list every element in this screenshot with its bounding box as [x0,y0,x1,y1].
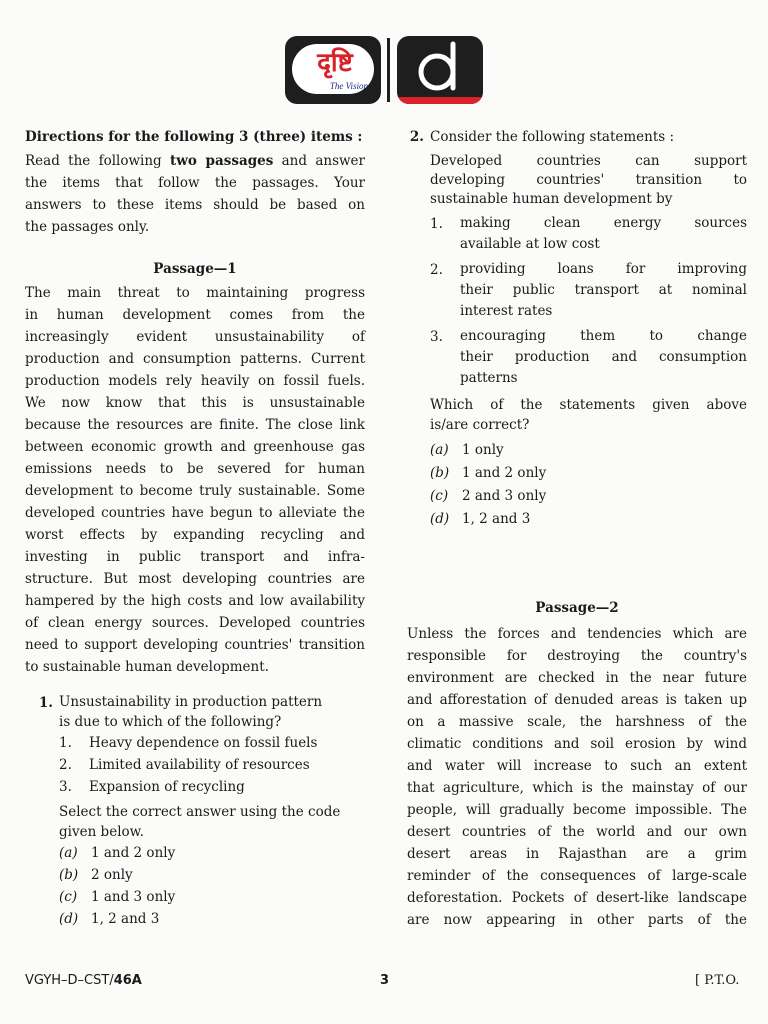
q2-intro-line-1: Developed countries can support [430,153,747,169]
q1-option-b: (b) 2 only [59,867,133,883]
passage-1-body [25,282,365,678]
directions-line-4: the passages only. [25,219,150,235]
q1-instruction-line-1: Select the correct answer using the code [59,804,341,820]
logo-hindi-text: दृष्टि [317,48,353,78]
q2-intro-line-2: developing countries' transition to [430,172,747,188]
q1-option-d: (d) 1, 2 and 3 [59,911,160,927]
passage-1-line: structure. But most developing countries are [25,571,365,587]
q2-statement-3: 3. encouraging them to change their production and consumption patterns [430,328,747,386]
passage-2-block [407,597,747,931]
passage-1-line: because the resources are finite. The close link [25,417,365,433]
q2-intro-line-3: sustainable human development by [430,191,673,207]
q2-option-a: (a) 1 only [430,442,504,458]
q2-statement-1: 1. making clean energy sources available at low cost [430,215,747,252]
passage-1-line: hampered by the high costs and low availability [25,593,365,609]
question-1-number: 1. [38,695,53,711]
passage-2-line: desert countries of the world and our own [407,824,747,840]
q1-instruction-line-2: given below. [59,824,144,840]
q1-statement: 2. Limited availability of resources [59,757,310,773]
passage-1-line: We now know that this is unsustainable [25,395,365,411]
passage-1-line: between economic growth and greenhouse gas [25,439,365,455]
passage-2-line: climatic conditions and soil erosion by wind [407,736,747,752]
passage-1-line: of clean energy sources. Developed countries [25,615,365,631]
directions-line-3: answers to these items should be based on [25,197,365,213]
directions-line-1: Read the following two passages and answer [25,153,365,169]
passage-1-title: Passage—1 [153,261,237,277]
passage-1-line: increasingly evident unsustainability of [25,329,365,345]
q2-statement-2: 2. providing loans for improving their public transport at nominal interest rates [430,261,747,319]
passage-2-line: responsible for destroying the country's [407,648,747,664]
question-2-stem: Consider the following statements : [430,129,675,145]
q2-question-line-2: is/are correct? [430,417,530,433]
passage-1-line: emissions needs to be severed for human [25,461,365,477]
passage-2-line: reminder of the consequences of large-scale [407,868,747,884]
passage-1-line: developed countries have begun to alleviate the [25,505,365,521]
passage-2-body [407,623,747,931]
passage-1-line: worst effects by expanding recycling and [25,527,365,543]
logo-divider [387,38,390,102]
passage-2-line: environment are checked in the near future [407,670,747,686]
page-number: 3 [380,973,390,988]
question-1-stem-line-2: is due to which of the following? [59,714,282,730]
passage-1-line: need to support developing countries' transition [25,637,365,653]
question-2-number: 2. [409,129,424,145]
pto-marker: [ P.T.O. [695,973,740,988]
paper-code: VGYH–D–CST/46A [25,973,142,988]
directions-heading: Directions for the following 3 (three) items : [25,129,363,145]
passage-1-line: production and consumption patterns. Current [25,351,365,367]
passage-1-line: in human development comes from the [25,307,365,323]
drishti-logo [285,36,485,106]
passage-2-line: deforestation. Pockets of desert-like landscape [407,890,747,906]
question-1 [25,692,365,930]
logo-subtitle: The Vision [329,81,368,91]
d-logo-icon [397,36,483,104]
q2-option-d: (d) 1, 2 and 3 [430,511,531,527]
passage-2-title: Passage—2 [535,600,619,616]
passage-2-line: and afforestation of denuded areas is taken up [407,692,747,708]
right-column [400,126,747,531]
directions-line-2: the items that follow the passages. Your [25,175,365,191]
passage-2-line: on a massive scale, the harshness of the [407,714,747,730]
passage-2-line: and water will increase to such an extent [407,758,747,774]
q1-option-c: (c) 1 and 3 only [59,889,176,905]
question-2 [400,126,747,531]
q1-option-a: (a) 1 and 2 only [59,845,176,861]
passage-1-line: The main threat to maintaining progress [25,285,365,301]
q2-question-line-1: Which of the statements given above [430,397,747,413]
passage-1-line: production models rely heavily on fossil fuels. [25,373,365,389]
passage-1-line: development to become truly sustainable. Some [25,483,365,499]
passage-1-line: investing in public transport and infra- [25,549,365,565]
passage-2-line: Unless the forces and tendencies which are [407,626,747,642]
q1-statement: 3. Expansion of recycling [59,779,245,795]
q2-option-c: (c) 2 and 3 only [430,488,547,504]
passage-2-line: people, will gradually become impossible. The [407,802,747,818]
drishti-vision-logo [285,36,381,104]
q2-option-b: (b) 1 and 2 only [430,465,547,481]
question-1-stem-line-1: Unsustainability in production pattern [59,694,323,710]
passage-1-line: to sustainable human development. [25,659,269,675]
passage-2-line: are now appearing in other parts of the [407,912,747,928]
passage-2-line: that agriculture, which is the mainstay of our [407,780,747,796]
passage-2-line: desert areas in Rajasthan are a grim [407,846,747,862]
left-column [25,126,365,930]
q1-statement: 1. Heavy dependence on fossil fuels [59,735,318,751]
